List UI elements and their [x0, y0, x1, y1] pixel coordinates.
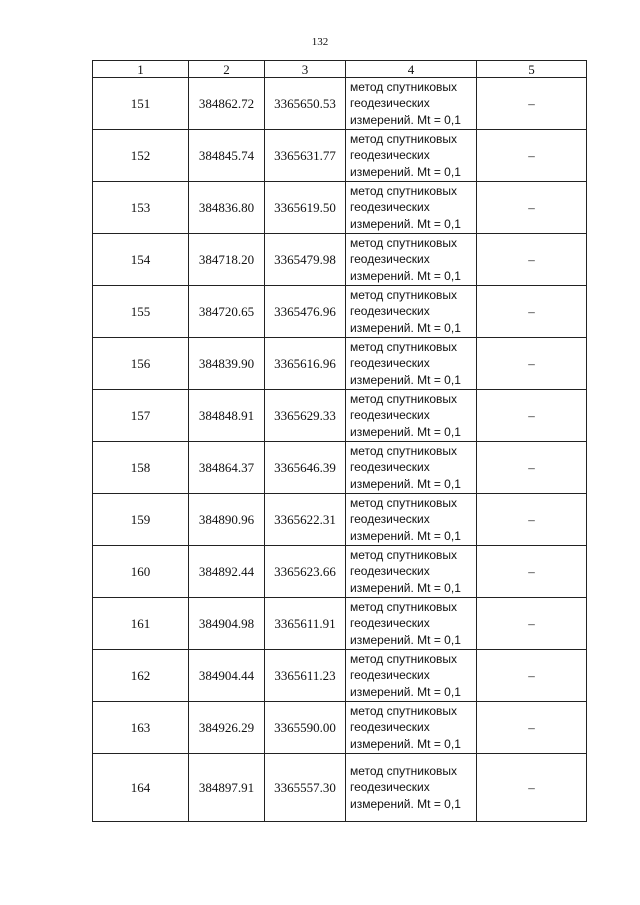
table-body [93, 78, 587, 822]
method-line: измерений. Mt = 0,1 [350, 164, 461, 179]
method-line: метод спутниковых [350, 495, 458, 510]
method-line: геодезических [350, 148, 430, 163]
table-row [93, 78, 587, 130]
table-row [93, 130, 587, 182]
point-number-cell: 154 [93, 234, 189, 286]
x-coordinate-cell: 384845.74 [189, 130, 265, 182]
table-row [93, 598, 587, 650]
method-line: геодезических [350, 564, 430, 579]
method-line: измерений. Mt = 0,1 [350, 684, 461, 699]
table-row [93, 390, 587, 442]
point-number-cell: 163 [93, 702, 189, 754]
column-header-1: 1 [93, 61, 189, 78]
y-coordinate-cell: 3365611.23 [265, 650, 346, 702]
point-number-cell: 161 [93, 598, 189, 650]
y-coordinate-cell: 3365623.66 [265, 546, 346, 598]
x-coordinate-cell: 384904.98 [189, 598, 265, 650]
method-cell [346, 286, 477, 338]
point-number-cell: 156 [93, 338, 189, 390]
note-cell: – [477, 546, 587, 598]
point-number-cell: 159 [93, 494, 189, 546]
table-row [93, 754, 587, 822]
note-cell: – [477, 494, 587, 546]
x-coordinate-cell: 384718.20 [189, 234, 265, 286]
x-coordinate-cell: 384890.96 [189, 494, 265, 546]
x-coordinate-cell: 384839.90 [189, 338, 265, 390]
method-line: метод спутниковых [350, 287, 458, 302]
page-number: 132 [311, 36, 329, 48]
column-header-4: 4 [346, 61, 477, 78]
column-header-3: 3 [265, 61, 346, 78]
table-row [93, 494, 587, 546]
y-coordinate-cell: 3365590.00 [265, 702, 346, 754]
method-cell [346, 234, 477, 286]
y-coordinate-cell: 3365650.53 [265, 78, 346, 130]
note-cell: – [477, 754, 587, 822]
method-cell [346, 338, 477, 390]
method-cell [346, 442, 477, 494]
method-line: геодезических [350, 96, 430, 111]
table-row [93, 650, 587, 702]
method-line: измерений. Mt = 0,1 [350, 580, 461, 595]
point-number-cell: 158 [93, 442, 189, 494]
method-line: метод спутниковых [350, 599, 458, 614]
method-line: геодезических [350, 780, 430, 795]
note-cell: – [477, 182, 587, 234]
point-number-cell: 153 [93, 182, 189, 234]
method-line: геодезических [350, 460, 430, 475]
method-line: геодезических [350, 512, 430, 527]
method-line: геодезических [350, 408, 430, 423]
note-cell: – [477, 286, 587, 338]
method-line: измерений. Mt = 0,1 [350, 424, 461, 439]
x-coordinate-cell: 384836.80 [189, 182, 265, 234]
method-line: измерений. Mt = 0,1 [350, 796, 461, 811]
y-coordinate-cell: 3365557.30 [265, 754, 346, 822]
note-cell: – [477, 650, 587, 702]
method-line: метод спутниковых [350, 651, 458, 666]
method-line: измерений. Mt = 0,1 [350, 476, 461, 491]
method-line: измерений. Mt = 0,1 [350, 372, 461, 387]
note-cell: – [477, 130, 587, 182]
note-cell: – [477, 390, 587, 442]
method-line: измерений. Mt = 0,1 [350, 320, 461, 335]
method-line: геодезических [350, 668, 430, 683]
y-coordinate-cell: 3365622.31 [265, 494, 346, 546]
method-line: метод спутниковых [350, 443, 458, 458]
y-coordinate-cell: 3365611.91 [265, 598, 346, 650]
method-line: геодезических [350, 616, 430, 631]
y-coordinate-cell: 3365479.98 [265, 234, 346, 286]
y-coordinate-cell: 3365616.96 [265, 338, 346, 390]
method-line: метод спутниковых [350, 131, 458, 146]
y-coordinate-cell: 3365619.50 [265, 182, 346, 234]
method-cell [346, 494, 477, 546]
x-coordinate-cell: 384720.65 [189, 286, 265, 338]
method-line: измерений. Mt = 0,1 [350, 216, 461, 231]
method-line: метод спутниковых [350, 235, 458, 250]
x-coordinate-cell: 384926.29 [189, 702, 265, 754]
method-cell [346, 182, 477, 234]
method-cell [346, 650, 477, 702]
method-line: метод спутниковых [350, 183, 458, 198]
column-header-5: 5 [477, 61, 587, 78]
table-row [93, 286, 587, 338]
method-line: метод спутниковых [350, 763, 458, 778]
y-coordinate-cell: 3365631.77 [265, 130, 346, 182]
point-number-cell: 152 [93, 130, 189, 182]
point-number-cell: 155 [93, 286, 189, 338]
note-cell: – [477, 702, 587, 754]
method-line: измерений. Mt = 0,1 [350, 268, 461, 283]
method-line: метод спутниковых [350, 547, 458, 562]
y-coordinate-cell: 3365646.39 [265, 442, 346, 494]
method-cell [346, 598, 477, 650]
method-line: геодезических [350, 304, 430, 319]
method-line: геодезических [350, 200, 430, 215]
method-line: метод спутниковых [350, 79, 458, 94]
method-line: метод спутниковых [350, 703, 458, 718]
method-line: метод спутниковых [350, 339, 458, 354]
y-coordinate-cell: 3365629.33 [265, 390, 346, 442]
note-cell: – [477, 234, 587, 286]
x-coordinate-cell: 384862.72 [189, 78, 265, 130]
method-line: измерений. Mt = 0,1 [350, 736, 461, 751]
column-header-2: 2 [189, 61, 265, 78]
header-row [93, 61, 587, 78]
table-header [93, 61, 587, 78]
x-coordinate-cell: 384848.91 [189, 390, 265, 442]
point-number-cell: 162 [93, 650, 189, 702]
x-coordinate-cell: 384864.37 [189, 442, 265, 494]
method-line: метод спутниковых [350, 391, 458, 406]
point-number-cell: 164 [93, 754, 189, 822]
method-line: измерений. Mt = 0,1 [350, 528, 461, 543]
method-cell [346, 78, 477, 130]
note-cell: – [477, 338, 587, 390]
x-coordinate-cell: 384904.44 [189, 650, 265, 702]
table-row [93, 234, 587, 286]
method-line: геодезических [350, 252, 430, 267]
method-line: геодезических [350, 356, 430, 371]
point-number-cell: 160 [93, 546, 189, 598]
table-row [93, 182, 587, 234]
note-cell: – [477, 442, 587, 494]
x-coordinate-cell: 384897.91 [189, 754, 265, 822]
y-coordinate-cell: 3365476.96 [265, 286, 346, 338]
method-cell [346, 130, 477, 182]
table-row [93, 702, 587, 754]
method-cell [346, 390, 477, 442]
table-row [93, 546, 587, 598]
method-cell [346, 754, 477, 822]
method-line: измерений. Mt = 0,1 [350, 112, 461, 127]
x-coordinate-cell: 384892.44 [189, 546, 265, 598]
note-cell: – [477, 78, 587, 130]
method-line: измерений. Mt = 0,1 [350, 632, 461, 647]
method-cell [346, 702, 477, 754]
point-number-cell: 151 [93, 78, 189, 130]
note-cell: – [477, 598, 587, 650]
point-number-cell: 157 [93, 390, 189, 442]
table-row [93, 442, 587, 494]
coordinates-table [92, 60, 587, 822]
method-cell [346, 546, 477, 598]
method-line: геодезических [350, 720, 430, 735]
table-row [93, 338, 587, 390]
